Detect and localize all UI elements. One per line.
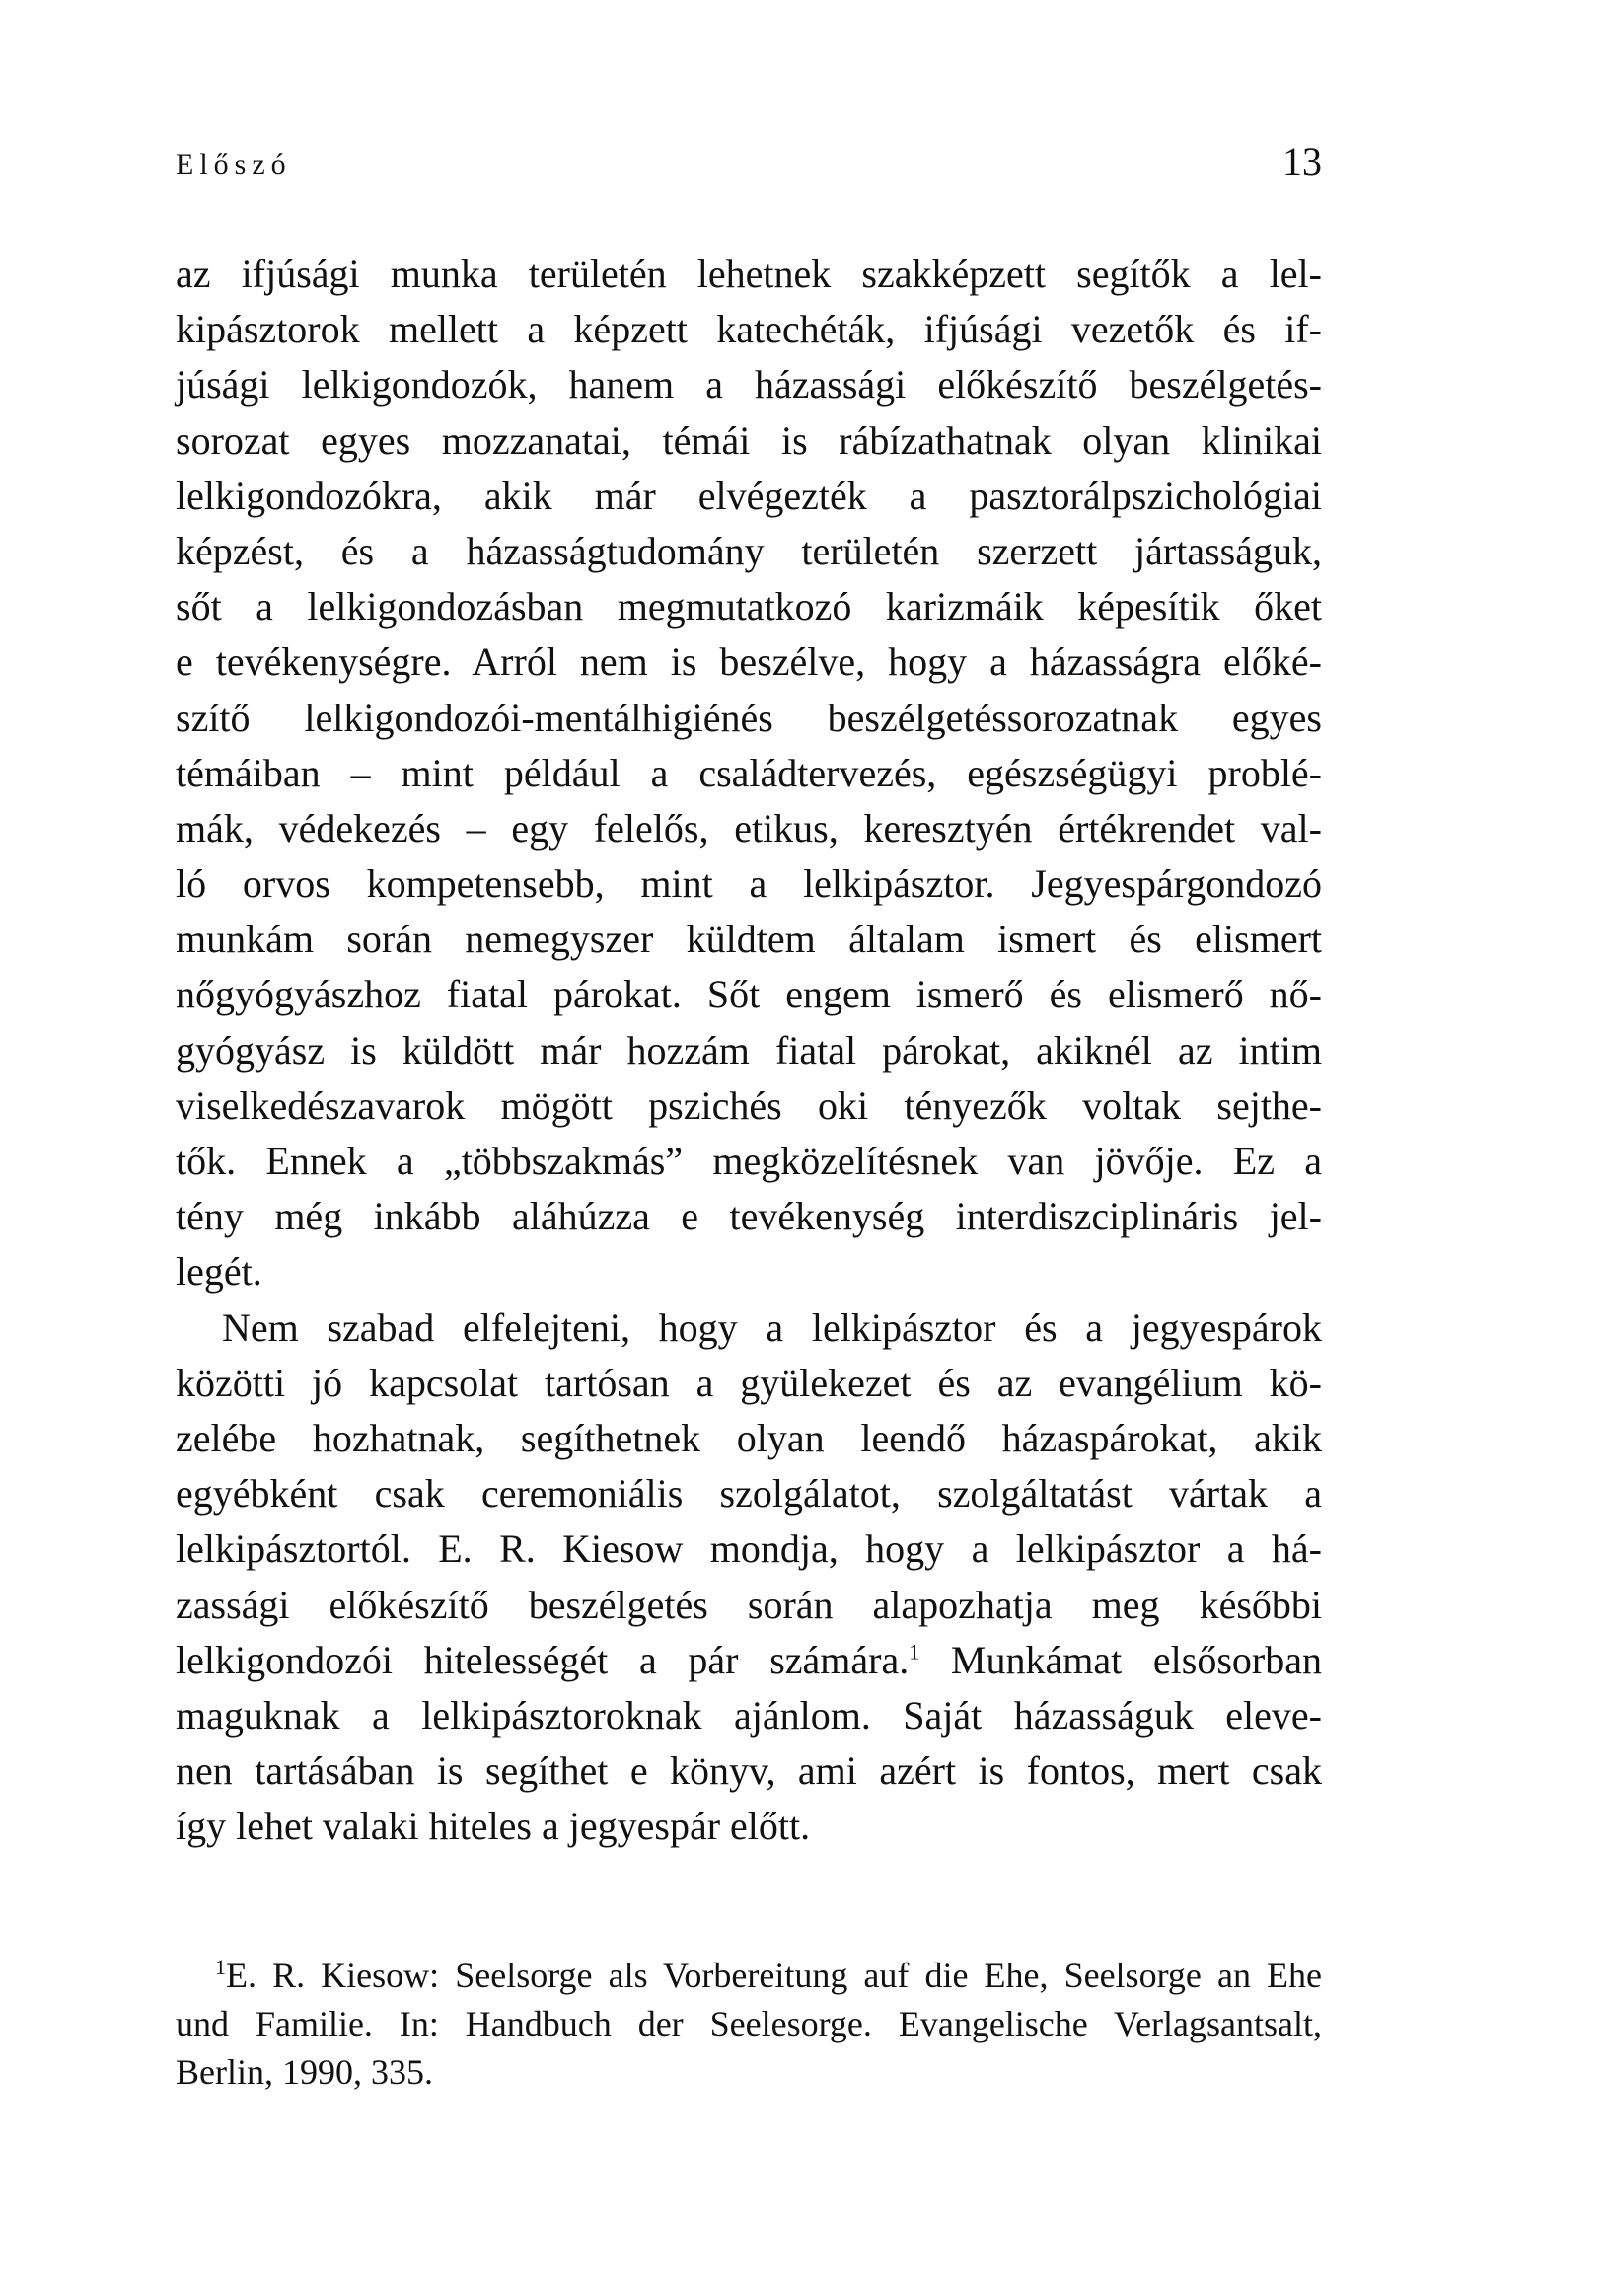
text-line: kipásztorok mellett a képzett katechéták, ifjúsági vezetők és if-: [176, 307, 1322, 352]
text-line: közötti jó kapcsolat tartósan a gyülekezet és az evangélium kö-: [176, 1360, 1322, 1405]
footnote-marker: 1: [215, 1955, 226, 1979]
text-line: júsági lelkigondozók, hanem a házassági előkészítő beszélgetés-: [176, 362, 1322, 407]
text-line: mák, védekezés – egy felelős, etikus, keresztyén értékrendet val-: [176, 805, 1322, 851]
text-line: ló orvos kompetensebb, mint a lelkipásztor. Jegyespárgondozó: [176, 861, 1322, 907]
text-line: sőt a lelkigondozásban megmutatkozó karizmáik képesítik őket: [176, 584, 1322, 630]
text-line: gyógyász is küldött már hozzám fiatal párokat, akiknél az intim: [176, 1027, 1322, 1073]
text-line: szítő lelkigondozói-mentálhigiénés beszélgetéssorozatnak egyes: [176, 695, 1322, 740]
text-line: az ifjúsági munka területén lehetnek szakképzett segítők a lel-: [176, 252, 1322, 296]
text-line: zassági előkészítő beszélgetés során alapozhatja meg későbbi: [176, 1582, 1322, 1627]
footnote-text: E. R. Kiesow: Seelsorge als Vorbereitung auf die Ehe, Seelsorge an Ehe: [226, 1956, 1322, 1995]
footnote-line: Berlin, 1990, 335.: [176, 2052, 433, 2092]
footnote-line: [176, 1952, 1322, 2000]
text-line: munkám során nemegyszer küldtem általam ismert és elismert: [176, 917, 1322, 962]
page-number: 13: [1282, 139, 1322, 184]
text-line: képzést, és a házasságtudomány területén szerzett jártasságuk,: [176, 528, 1322, 573]
text-line: nen tartásában is segíthet e könyv, ami azért is fontos, mert csak: [176, 1748, 1322, 1794]
text-line: Nem szabad elfelejteni, hogy a lelkipásztor és a jegyespárok: [222, 1304, 1322, 1350]
text-line: sorozat egyes mozzanatai, témái is rábízathatnak olyan klinikai: [176, 417, 1322, 463]
text-line: tők. Ennek a „többszakmás” megközelítésnek van jövője. Ez a: [176, 1139, 1322, 1183]
text-line: zelébe hozhatnak, segíthetnek olyan leendő házaspárokat, akik: [176, 1415, 1322, 1460]
text-line-with-footnote-ref: [176, 1633, 1322, 1688]
running-head: Előszó: [176, 148, 292, 181]
text-segment: lelkigondozói hitelességét a pár számára.: [176, 1637, 910, 1682]
text-line: viselkedészavarok mögött pszichés oki tényezők voltak sejthe-: [176, 1082, 1322, 1128]
text-line: lelkigondozókra, akik már elvégezték a pasztorálpszichológiai: [176, 473, 1322, 518]
footnote-line: und Familie. In: Handbuch der Seelesorge. Evangelische Verlagsantsalt,: [176, 2004, 1322, 2043]
text-segment: Munkámat elsősorban: [919, 1637, 1322, 1682]
body-text: [176, 247, 1322, 1854]
text-line: e tevékenységre. Arról nem is beszélve, hogy a házasságra előké-: [176, 639, 1322, 685]
text-line: maguknak a lelkipásztoroknak ajánlom. Saját házasságuk eleve-: [176, 1692, 1322, 1738]
text-line: legét.: [176, 1249, 262, 1295]
text-line: témáiban – mint például a családtervezés, egészségügyi problé-: [176, 750, 1322, 795]
text-line: lelkipásztortól. E. R. Kiesow mondja, hogy a lelkipásztor a há-: [176, 1526, 1322, 1572]
text-line: tény még inkább aláhúzza e tevékenység interdiszciplináris jel-: [176, 1194, 1322, 1239]
text-line: így lehet valaki hiteles a jegyespár előtt.: [176, 1804, 811, 1849]
text-line: nőgyógyászhoz fiatal párokat. Sőt engem ismerő és elismerő nő-: [176, 972, 1322, 1017]
text-line: egyébként csak ceremoniális szolgálatot, szolgáltatást vártak a: [176, 1471, 1322, 1517]
footnote-area: [176, 1952, 1322, 2097]
paragraph-2: [176, 1300, 1322, 1855]
paragraph-1: [176, 247, 1322, 1300]
footnote-reference[interactable]: 1: [909, 1639, 920, 1665]
